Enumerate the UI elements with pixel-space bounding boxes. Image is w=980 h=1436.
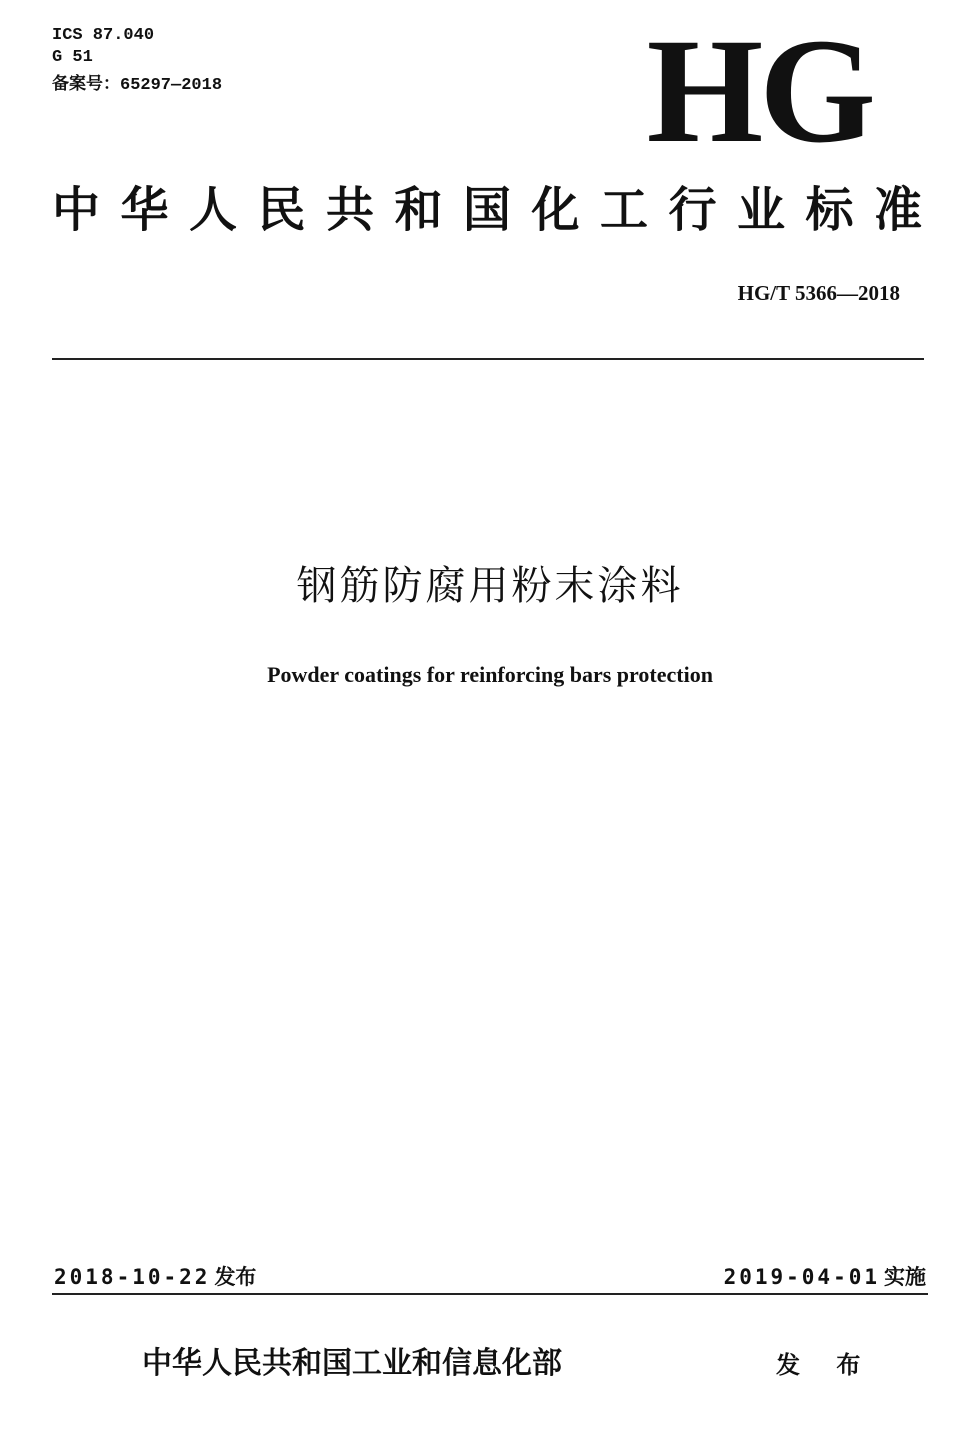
- document-title-cn: 钢筋防腐用粉末涂料: [296, 563, 684, 609]
- implementation-date-label: 实施: [884, 1265, 926, 1289]
- implementation-date-line: [724, 1262, 926, 1292]
- implementation-date: 2019-04-01: [723, 1265, 880, 1289]
- standard-number: HG/T 5366—2018: [737, 281, 900, 305]
- publish-label: 发 布: [776, 1351, 875, 1379]
- ics-code: ICS 87.040: [52, 26, 155, 45]
- document-title-en: Powder coatings for reinforcing bars protection: [267, 662, 713, 687]
- issuing-authority: 中华人民共和国工业和信息化部: [142, 1346, 562, 1381]
- header-divider: [52, 358, 924, 360]
- footer-divider: [52, 1293, 928, 1295]
- classification-code: G 51: [52, 48, 93, 67]
- filing-number: 备案号：65297—2018: [52, 76, 223, 95]
- standard-title: 中华人民共和国化工行业标准: [52, 182, 922, 238]
- issue-date-line: [54, 1262, 256, 1292]
- issue-date-label: 发布: [214, 1265, 257, 1289]
- issue-date: 2018-10-22: [54, 1265, 211, 1289]
- hg-logo: HG: [646, 8, 872, 174]
